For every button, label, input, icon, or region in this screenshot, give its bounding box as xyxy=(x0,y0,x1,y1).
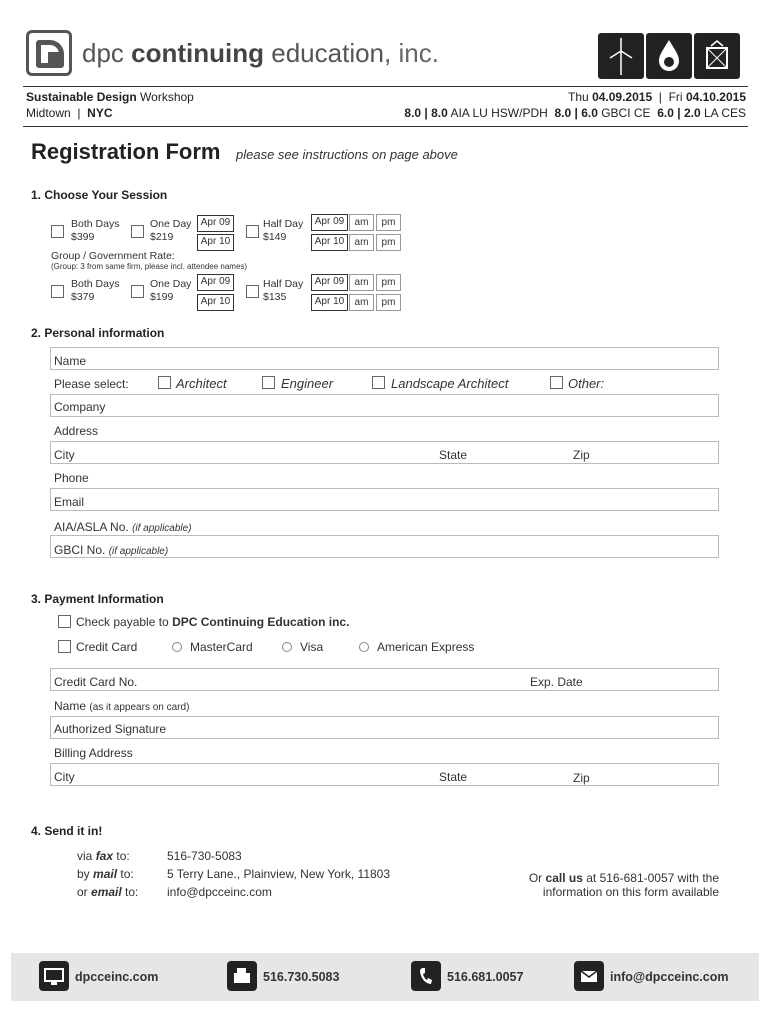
card-name-label: Name (as it appears on card) xyxy=(54,699,190,713)
fax-icon xyxy=(227,961,257,991)
company-label: Company xyxy=(54,400,106,414)
credit-card-label: Credit Card xyxy=(76,640,138,654)
one-day-date-apr10[interactable]: Apr 10 xyxy=(197,234,234,251)
page-subtitle: please see instructions on page above xyxy=(236,147,458,162)
page-title: Registration Form xyxy=(31,139,221,164)
payment-heading: 3. Payment Information xyxy=(31,592,164,606)
address-label: Address xyxy=(54,424,99,438)
group-half-day-date-apr09[interactable]: Apr 09 xyxy=(311,274,348,291)
occupation-label: Please select: xyxy=(54,377,129,391)
recycle-box-icon xyxy=(694,33,740,79)
both-days-checkbox[interactable] xyxy=(51,225,64,238)
one-day-option: One Day $219 xyxy=(150,218,192,243)
mail-label: by mail to: xyxy=(77,867,134,881)
state-label: State xyxy=(439,448,468,462)
name-label: Name xyxy=(54,354,87,368)
aia-label: AIA/ASLA No. (if applicable) xyxy=(54,520,192,534)
workshop-credits: 8.0 | 8.0 AIA LU HSW/PDH 8.0 | 6.0 GBCI CE 6.0 | 2.0 LA CES xyxy=(404,106,746,120)
fax-label: via fax to: xyxy=(77,849,130,863)
phone-icon xyxy=(411,961,441,991)
card-number-field[interactable] xyxy=(50,668,719,691)
footer-phone[interactable]: 516.681.0057 xyxy=(447,970,524,984)
amex-radio[interactable] xyxy=(359,642,369,652)
group-both-days-option: Both Days $379 xyxy=(71,278,120,303)
mastercard-label: MasterCard xyxy=(190,640,253,654)
header-rule xyxy=(23,86,748,87)
landscape-architect-label: Landscape Architect xyxy=(391,376,509,391)
mastercard-radio[interactable] xyxy=(172,642,182,652)
envelope-icon xyxy=(574,961,604,991)
visa-label: Visa xyxy=(300,640,324,654)
workshop-name: Sustainable Design Workshop xyxy=(26,90,194,104)
workshop-location: Midtown | NYC xyxy=(26,106,113,120)
check-payable-label: Check payable to DPC Continuing Education inc. xyxy=(76,615,350,629)
one-day-date-apr09[interactable]: Apr 09 xyxy=(197,215,234,232)
group-half-day-checkbox[interactable] xyxy=(246,285,259,298)
engineer-checkbox[interactable] xyxy=(262,376,275,389)
email-send-label: or email to: xyxy=(77,885,139,899)
workshop-dates: Thu 04.09.2015 | Fri 04.10.2015 xyxy=(568,90,746,104)
group-rate-label: Group / Government Rate: xyxy=(51,250,175,262)
phone-label: Phone xyxy=(54,471,89,485)
half-day-apr09-pm[interactable]: pm xyxy=(376,214,401,231)
group-half-day-apr10-pm[interactable]: pm xyxy=(376,294,401,311)
architect-label: Architect xyxy=(176,376,227,391)
group-one-day-option: One Day $199 xyxy=(150,278,192,303)
computer-icon xyxy=(39,961,69,991)
group-half-day-apr09-pm[interactable]: pm xyxy=(376,274,401,291)
footer-fax[interactable]: 516.730.5083 xyxy=(263,970,340,984)
both-days-option: Both Days $399 xyxy=(71,218,120,243)
other-checkbox[interactable] xyxy=(550,376,563,389)
fax-number: 516-730-5083 xyxy=(167,849,242,863)
half-day-date-apr09[interactable]: Apr 09 xyxy=(311,214,348,231)
group-one-day-date-apr10[interactable]: Apr 10 xyxy=(197,294,234,311)
group-half-day-apr10-am[interactable]: am xyxy=(349,294,374,311)
half-day-option: Half Day $149 xyxy=(263,218,304,243)
check-payment-checkbox[interactable] xyxy=(58,615,71,628)
group-half-day-option: Half Day $135 xyxy=(263,278,304,303)
group-half-day-date-apr10[interactable]: Apr 10 xyxy=(311,294,348,311)
city-label: City xyxy=(54,448,75,462)
water-drop-icon xyxy=(646,33,692,79)
call-us-note: Or call us at 516-681-0057 with the information on this form available xyxy=(528,871,719,899)
email-label: Email xyxy=(54,495,85,509)
half-day-apr10-pm[interactable]: pm xyxy=(376,234,401,251)
email-address[interactable]: info@dpcceinc.com xyxy=(167,885,272,899)
card-number-label: Credit Card No. xyxy=(54,675,138,689)
company-field[interactable] xyxy=(50,394,719,417)
name-field[interactable] xyxy=(50,347,719,370)
billing-zip-label: Zip xyxy=(573,771,590,785)
personal-heading: 2. Personal information xyxy=(31,326,165,340)
group-one-day-date-apr09[interactable]: Apr 09 xyxy=(197,274,234,291)
billing-city-label: City xyxy=(54,770,75,784)
exp-date-label: Exp. Date xyxy=(530,675,583,689)
session-heading: 1. Choose Your Session xyxy=(31,188,168,202)
info-rule xyxy=(23,126,748,127)
half-day-apr09-am[interactable]: am xyxy=(349,214,374,231)
company-logo xyxy=(26,30,72,76)
billing-state-label: State xyxy=(439,770,468,784)
engineer-label: Engineer xyxy=(281,376,334,391)
half-day-date-apr10[interactable]: Apr 10 xyxy=(311,234,348,251)
credit-card-checkbox[interactable] xyxy=(58,640,71,653)
signature-label: Authorized Signature xyxy=(54,722,167,736)
group-half-day-apr09-am[interactable]: am xyxy=(349,274,374,291)
architect-checkbox[interactable] xyxy=(158,376,171,389)
landscape-architect-checkbox[interactable] xyxy=(372,376,385,389)
half-day-checkbox[interactable] xyxy=(246,225,259,238)
footer-email[interactable]: info@dpcceinc.com xyxy=(610,970,729,984)
wind-turbine-icon xyxy=(598,33,644,79)
one-day-checkbox[interactable] xyxy=(131,225,144,238)
zip-label: Zip xyxy=(573,448,590,462)
visa-radio[interactable] xyxy=(282,642,292,652)
other-label: Other: xyxy=(568,376,605,391)
billing-city-field[interactable] xyxy=(50,763,719,786)
group-both-days-checkbox[interactable] xyxy=(51,285,64,298)
gbci-label: GBCI No. (if applicable) xyxy=(54,543,169,557)
footer-website[interactable]: dpcceinc.com xyxy=(75,970,159,984)
amex-label: American Express xyxy=(377,640,475,654)
group-one-day-checkbox[interactable] xyxy=(131,285,144,298)
mail-address: 5 Terry Lane., Plainview, New York, 11803 xyxy=(167,867,391,881)
email-field[interactable] xyxy=(50,488,719,511)
billing-address-label: Billing Address xyxy=(54,746,133,760)
group-rate-note: (Group: 3 from same firm, please incl. attendee names) xyxy=(51,262,248,271)
send-heading: 4. Send it in! xyxy=(31,824,103,838)
half-day-apr10-am[interactable]: am xyxy=(349,234,374,251)
brand-name: dpc continuing education, inc. xyxy=(82,38,439,68)
city-state-zip-field[interactable] xyxy=(50,441,719,464)
